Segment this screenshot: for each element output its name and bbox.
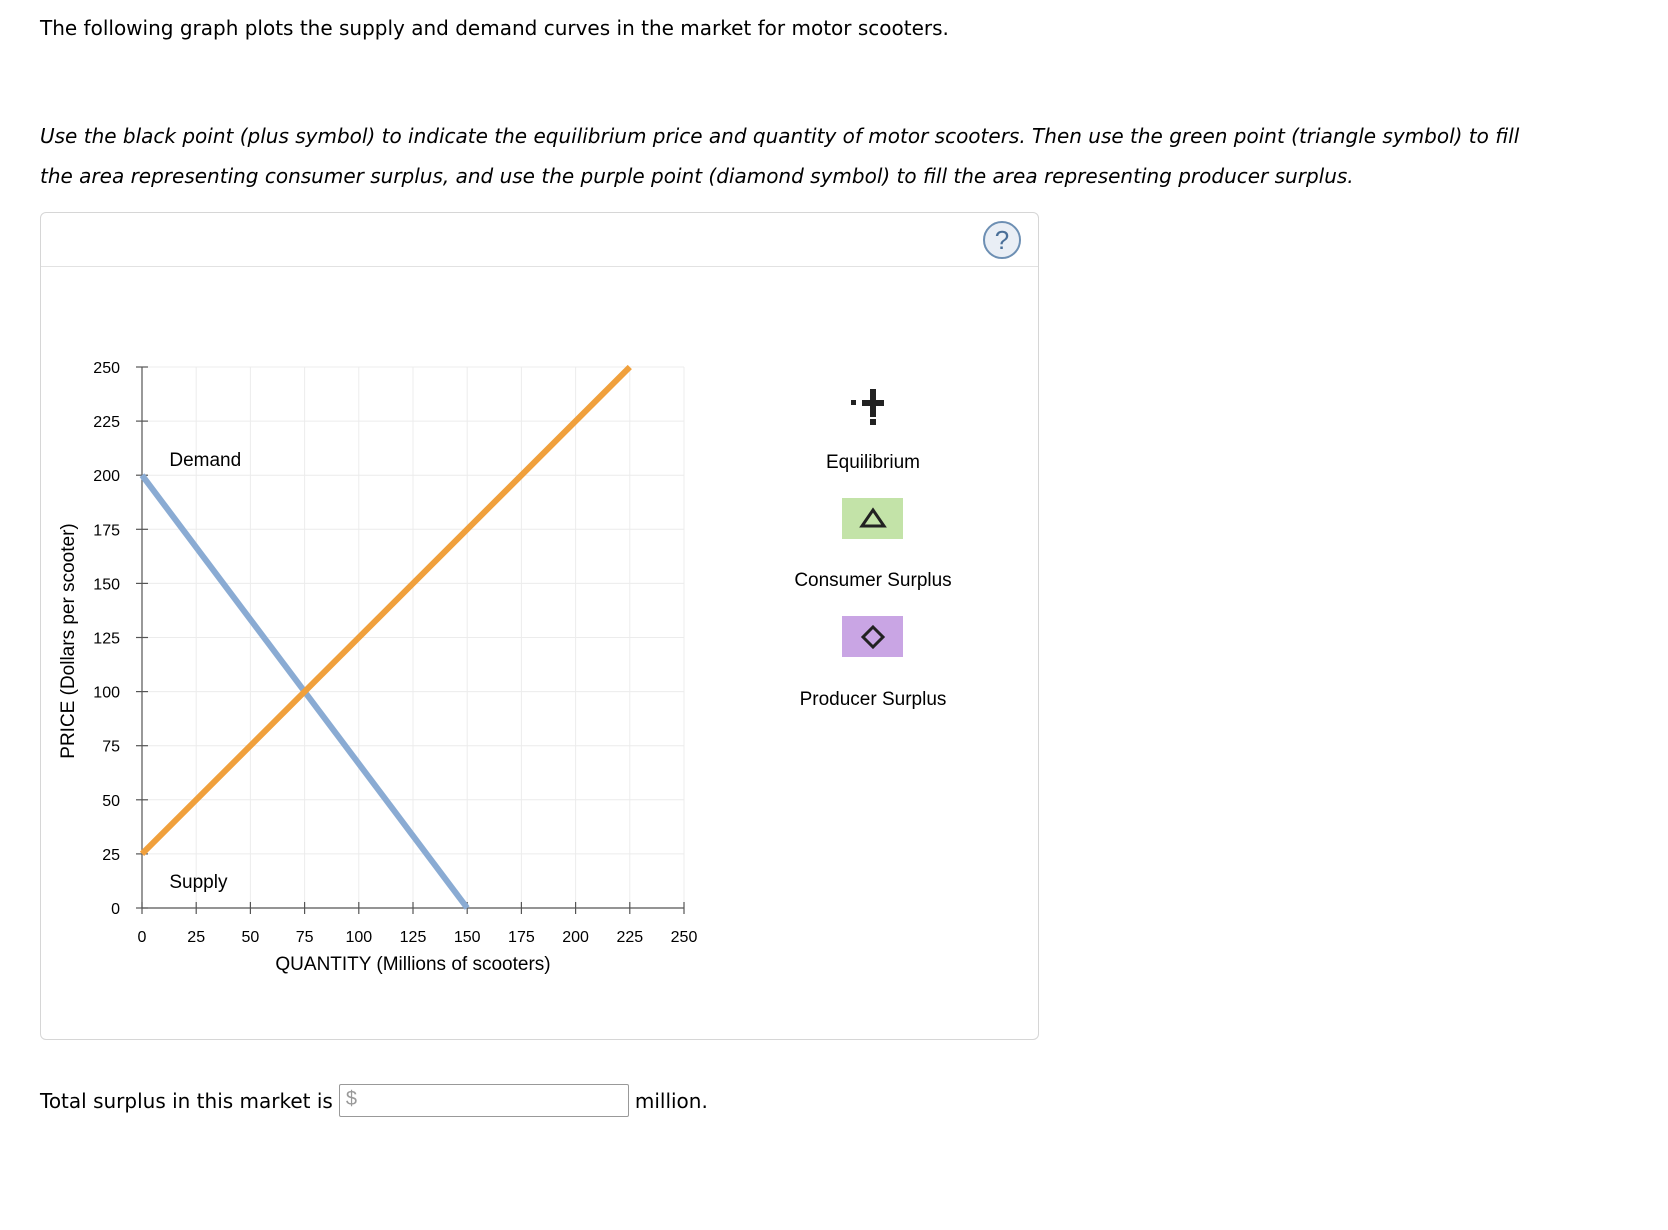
y-tick-label: 0 — [111, 901, 120, 918]
consumer-surplus-swatch[interactable] — [842, 498, 903, 539]
legend-consumer-surplus[interactable] — [794, 498, 951, 591]
instruction-line-2: the area representing consumer surplus, and use the purple point (diamond symbol) to fill the area representing producer surplus. — [40, 164, 1354, 188]
instructions — [40, 116, 1650, 196]
answer-prefix-text: Total surplus in this market is — [40, 1088, 333, 1113]
y-tick-label: 75 — [102, 738, 120, 756]
legend-consumer-surplus-label: Consumer Surplus — [794, 570, 952, 591]
producer-surplus-swatch[interactable] — [842, 616, 903, 657]
y-tick-label: 125 — [93, 630, 120, 648]
y-tick-label: 225 — [93, 414, 120, 432]
x-tick-label: 250 — [670, 929, 698, 946]
x-tick-label: 175 — [508, 929, 535, 946]
supply-curve[interactable] — [142, 367, 630, 854]
y-tick-label: 100 — [93, 684, 120, 702]
legend-producer-surplus[interactable] — [800, 616, 947, 710]
legend-equilibrium[interactable] — [826, 389, 920, 473]
x-tick-label: 100 — [345, 929, 373, 946]
y-tick-label: 200 — [93, 468, 120, 486]
answer-row — [40, 1084, 708, 1117]
dollar-sign: $ — [345, 1088, 357, 1110]
x-tick-label: 25 — [187, 929, 206, 946]
x-tick-label: 225 — [616, 929, 644, 946]
graph-panel — [40, 212, 1039, 1040]
y-tick-label: 175 — [93, 522, 120, 540]
legend-equilibrium-label: Equilibrium — [826, 452, 920, 473]
total-surplus-input[interactable] — [362, 1085, 628, 1118]
y-axis-label: PRICE (Dollars per scooter) — [58, 523, 79, 759]
intro-text: The following graph plots the supply and demand curves in the market for motor scooters. — [40, 16, 949, 40]
answer-suffix-text: million. — [634, 1088, 708, 1113]
instruction-line-1: Use the black point (plus symbol) to indicate the equilibrium price and quantity of motor scooters. Then use the green point (triangle symbol) to fill — [40, 124, 1520, 148]
help-button[interactable]: ? — [983, 221, 1021, 259]
y-tick-label: 25 — [102, 846, 120, 864]
graph-canvas[interactable] — [41, 213, 1038, 1039]
grid — [142, 367, 684, 908]
legend-producer-surplus-label: Producer Surplus — [799, 689, 947, 710]
plus-icon[interactable] — [851, 389, 884, 425]
x-tick-label: 0 — [137, 929, 147, 946]
x-tick-label: 125 — [399, 929, 427, 946]
demand-label: Demand — [169, 450, 242, 472]
total-surplus-field[interactable] — [339, 1084, 629, 1117]
y-tick-label: 250 — [93, 360, 120, 377]
axes — [93, 360, 697, 946]
x-axis-label: QUANTITY (Millions of scooters) — [275, 954, 551, 975]
x-tick-label: 75 — [295, 929, 314, 946]
x-tick-label: 50 — [241, 929, 260, 946]
x-tick-label: 150 — [453, 929, 481, 946]
x-tick-label: 200 — [562, 929, 589, 946]
y-tick-label: 150 — [93, 576, 120, 594]
supply-label: Supply — [169, 872, 228, 894]
y-tick-label: 50 — [102, 792, 120, 810]
